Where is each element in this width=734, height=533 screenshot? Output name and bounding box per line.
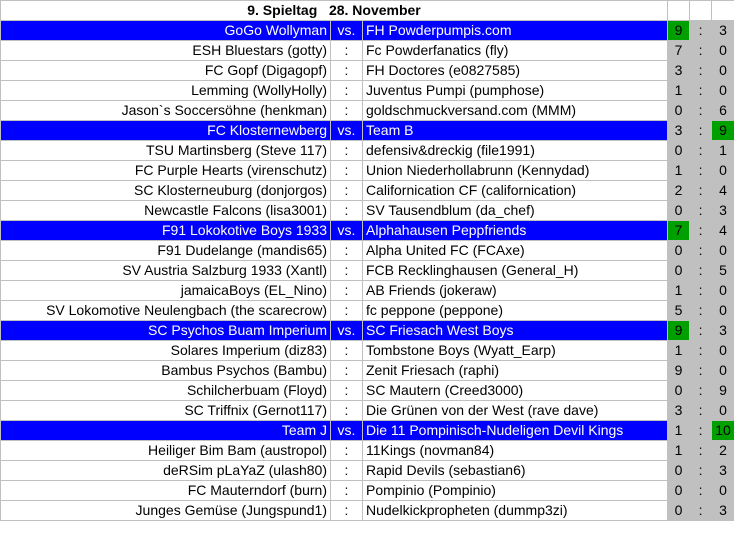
home-team: jamaicaBoys (EL_Nino) (1, 281, 331, 301)
header-home-team: F91 Lokokotive Boys 1933 (1, 221, 331, 241)
home-score: 0 (668, 381, 690, 401)
score-colon: : (690, 81, 712, 101)
home-team: Solares Imperium (diz83) (1, 341, 331, 361)
colon-separator: : (331, 501, 363, 521)
away-score: 0 (712, 61, 734, 81)
header-away-team: Die 11 Pompinisch-Nudeligen Devil Kings (363, 421, 668, 441)
away-team: Fc Powderfanatics (fly) (363, 41, 668, 61)
team-matchup-header-row (1, 321, 734, 341)
team-matchup-header-row (1, 421, 734, 441)
colon-separator: : (331, 281, 363, 301)
home-team: Lemming (WollyHolly) (1, 81, 331, 101)
home-team: Newcastle Falcons (lisa3001) (1, 201, 331, 221)
home-team: ESH Bluestars (gotty) (1, 41, 331, 61)
score-colon: : (690, 341, 712, 361)
away-team: AB Friends (jokeraw) (363, 281, 668, 301)
away-score: 6 (712, 101, 734, 121)
title-row (1, 1, 734, 21)
away-score: 1 (712, 141, 734, 161)
score-colon: : (690, 461, 712, 481)
home-team: Schilcherbuam (Floyd) (1, 381, 331, 401)
header-home-score: 3 (668, 121, 690, 141)
colon-separator: : (331, 461, 363, 481)
match-row (1, 41, 734, 61)
colon-separator: : (331, 141, 363, 161)
match-row (1, 401, 734, 421)
away-score: 0 (712, 481, 734, 501)
match-row (1, 281, 734, 301)
home-team: SC Triffnix (Gernot117) (1, 401, 331, 421)
score-colon: : (690, 161, 712, 181)
colon-separator: : (331, 401, 363, 421)
header-home-score: 9 (668, 321, 690, 341)
away-score: 0 (712, 281, 734, 301)
score-colon: : (690, 481, 712, 501)
home-team: Bambus Psychos (Bambu) (1, 361, 331, 381)
home-team: F91 Dudelange (mandis65) (1, 241, 331, 261)
home-score: 7 (668, 41, 690, 61)
score-colon: : (690, 101, 712, 121)
away-team: Tombstone Boys (Wyatt_Earp) (363, 341, 668, 361)
home-team: TSU Martinsberg (Steve 117) (1, 141, 331, 161)
away-score: 2 (712, 441, 734, 461)
header-away-team: SC Friesach West Boys (363, 321, 668, 341)
match-row (1, 301, 734, 321)
away-score: 0 (712, 161, 734, 181)
match-row (1, 381, 734, 401)
match-row (1, 81, 734, 101)
score-colon: : (690, 281, 712, 301)
colon-separator: : (331, 481, 363, 501)
away-team: SC Mautern (Creed3000) (363, 381, 668, 401)
score-colon: : (690, 441, 712, 461)
score-colon: : (690, 261, 712, 281)
home-score: 3 (668, 61, 690, 81)
away-team: 11Kings (novman84) (363, 441, 668, 461)
team-matchup-header-row (1, 21, 734, 41)
home-score: 5 (668, 301, 690, 321)
match-row (1, 461, 734, 481)
match-row (1, 181, 734, 201)
away-score: 4 (712, 181, 734, 201)
header-away-score: 4 (712, 221, 734, 241)
away-team: FH Doctores (e0827585) (363, 61, 668, 81)
home-team: FC Purple Hearts (virenschutz) (1, 161, 331, 181)
away-team: Alpha United FC (FCAxe) (363, 241, 668, 261)
score-colon: : (690, 61, 712, 81)
home-score: 0 (668, 501, 690, 521)
away-team: goldschmuckversand.com (MMM) (363, 101, 668, 121)
away-score: 5 (712, 261, 734, 281)
page-title (1, 1, 668, 21)
away-score: 0 (712, 241, 734, 261)
score-colon: : (690, 21, 712, 41)
header-away-team: Team B (363, 121, 668, 141)
match-row (1, 61, 734, 81)
away-team: Zenit Friesach (raphi) (363, 361, 668, 381)
empty-cell (668, 1, 690, 21)
home-team: Jason`s Soccersöhne (henkman) (1, 101, 331, 121)
score-colon: : (690, 221, 712, 241)
matchday-label: 9. Spieltag (247, 2, 318, 18)
match-row (1, 161, 734, 181)
team-matchup-header-row (1, 121, 734, 141)
match-row (1, 101, 734, 121)
away-team: Rapid Devils (sebastian6) (363, 461, 668, 481)
header-away-score: 9 (712, 121, 734, 141)
away-score: 3 (712, 461, 734, 481)
home-score: 3 (668, 401, 690, 421)
home-score: 1 (668, 441, 690, 461)
home-score: 9 (668, 361, 690, 381)
away-score: 0 (712, 41, 734, 61)
home-score: 0 (668, 141, 690, 161)
home-score: 0 (668, 241, 690, 261)
colon-separator: : (331, 181, 363, 201)
home-score: 0 (668, 461, 690, 481)
team-matchup-header-row (1, 221, 734, 241)
header-away-score: 3 (712, 21, 734, 41)
colon-separator: : (331, 201, 363, 221)
away-team: Pompinio (Pompinio) (363, 481, 668, 501)
score-colon: : (690, 401, 712, 421)
vs-separator: vs. (331, 21, 363, 41)
away-score: 0 (712, 361, 734, 381)
match-row (1, 201, 734, 221)
vs-separator: vs. (331, 421, 363, 441)
home-team: SV Lokomotive Neulengbach (the scarecrow) (1, 301, 331, 321)
home-team: SC Klosterneuburg (donjorgos) (1, 181, 331, 201)
empty-cell (690, 1, 712, 21)
match-row (1, 481, 734, 501)
home-score: 0 (668, 201, 690, 221)
colon-separator: : (331, 301, 363, 321)
home-score: 1 (668, 161, 690, 181)
away-score: 3 (712, 201, 734, 221)
home-team: Heiliger Bim Bam (austropol) (1, 441, 331, 461)
header-home-score: 7 (668, 221, 690, 241)
score-colon: : (690, 321, 712, 341)
home-score: 1 (668, 341, 690, 361)
home-team: Junges Gemüse (Jungspund1) (1, 501, 331, 521)
vs-separator: vs. (331, 121, 363, 141)
header-away-team: Alphahausen Peppfriends (363, 221, 668, 241)
score-colon: : (690, 501, 712, 521)
header-home-team: FC Klosternewberg (1, 121, 331, 141)
colon-separator: : (331, 81, 363, 101)
empty-cell (712, 1, 734, 21)
away-score: 0 (712, 341, 734, 361)
score-colon: : (690, 201, 712, 221)
score-colon: : (690, 361, 712, 381)
header-away-team: FH Powderpumpis.com (363, 21, 668, 41)
away-score: 0 (712, 81, 734, 101)
away-team: defensiv&dreckig (file1991) (363, 141, 668, 161)
away-team: SV Tausendblum (da_chef) (363, 201, 668, 221)
score-colon: : (690, 41, 712, 61)
away-team: fc peppone (peppone) (363, 301, 668, 321)
score-colon: : (690, 421, 712, 441)
away-team: Die Grünen von der West (rave dave) (363, 401, 668, 421)
away-team: FCB Recklinghausen (General_H) (363, 261, 668, 281)
away-team: Nudelkickpropheten (dummp3zi) (363, 501, 668, 521)
colon-separator: : (331, 241, 363, 261)
score-colon: : (690, 381, 712, 401)
away-team: Union Niederhollabrunn (Kennydad) (363, 161, 668, 181)
results-body (1, 1, 734, 521)
colon-separator: : (331, 61, 363, 81)
home-team: FC Mauterndorf (burn) (1, 481, 331, 501)
match-row (1, 501, 734, 521)
header-home-score: 1 (668, 421, 690, 441)
home-team: FC Gopf (Digagopf) (1, 61, 331, 81)
colon-separator: : (331, 41, 363, 61)
home-team: deRSim pLaYaZ (ulash80) (1, 461, 331, 481)
score-colon: : (690, 141, 712, 161)
score-colon: : (690, 121, 712, 141)
colon-separator: : (331, 361, 363, 381)
match-row (1, 261, 734, 281)
header-away-score: 10 (712, 421, 734, 441)
home-score: 0 (668, 101, 690, 121)
home-score: 2 (668, 181, 690, 201)
vs-separator: vs. (331, 321, 363, 341)
home-score: 1 (668, 81, 690, 101)
away-team: Juventus Pumpi (pumphose) (363, 81, 668, 101)
header-away-score: 3 (712, 321, 734, 341)
match-row (1, 361, 734, 381)
away-team: Californication CF (californication) (363, 181, 668, 201)
header-home-team: SC Psychos Buam Imperium (1, 321, 331, 341)
away-score: 9 (712, 381, 734, 401)
away-score: 0 (712, 401, 734, 421)
match-row (1, 141, 734, 161)
vs-separator: vs. (331, 221, 363, 241)
colon-separator: : (331, 261, 363, 281)
match-row (1, 241, 734, 261)
match-row (1, 441, 734, 461)
colon-separator: : (331, 101, 363, 121)
matchday-date: 28. November (328, 2, 421, 18)
home-team: SV Austria Salzburg 1933 (Xantl) (1, 261, 331, 281)
match-row (1, 341, 734, 361)
header-home-team: Team J (1, 421, 331, 441)
header-home-team: GoGo Wollyman (1, 21, 331, 41)
score-colon: : (690, 181, 712, 201)
home-score: 0 (668, 481, 690, 501)
colon-separator: : (331, 341, 363, 361)
home-score: 1 (668, 281, 690, 301)
away-score: 0 (712, 301, 734, 321)
away-score: 3 (712, 501, 734, 521)
score-colon: : (690, 301, 712, 321)
colon-separator: : (331, 381, 363, 401)
colon-separator: : (331, 441, 363, 461)
colon-separator: : (331, 161, 363, 181)
score-colon: : (690, 241, 712, 261)
home-score: 0 (668, 261, 690, 281)
header-home-score: 9 (668, 21, 690, 41)
